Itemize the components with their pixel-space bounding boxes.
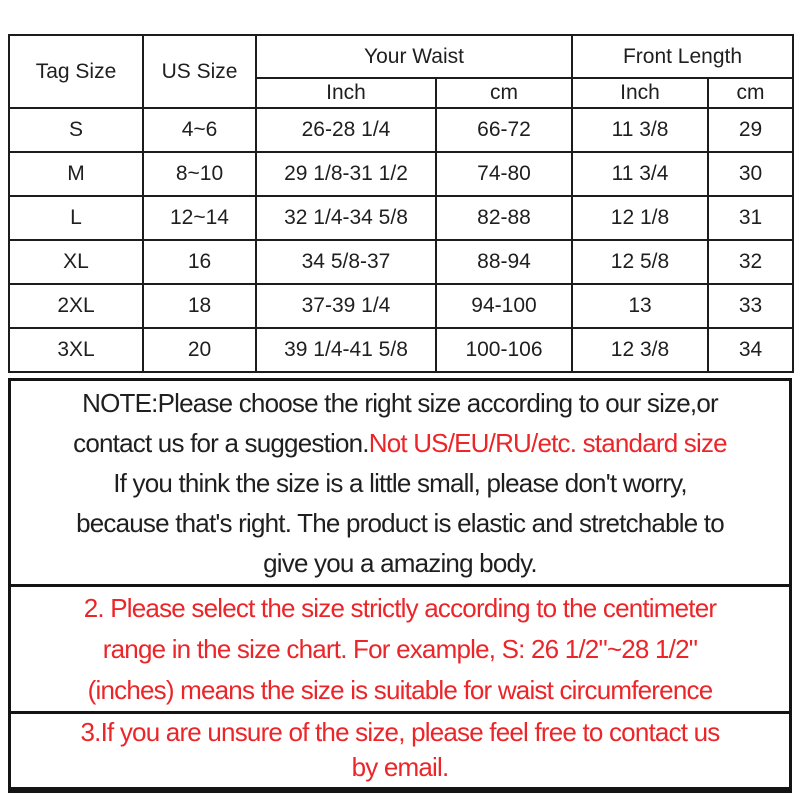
cell-waist-cm: 88-94 [436,240,572,284]
col-header-front-length: Front Length [572,35,793,78]
cell-waist-inch: 26-28 1/4 [256,108,436,152]
note-line: 2. Please select the size strictly according to the centimeter [83,593,717,623]
col-header-front-inch: Inch [572,78,708,108]
col-header-tag-size: Tag Size [9,35,143,108]
cell-front-inch: 12 5/8 [572,240,708,284]
note-text-black: contact us for a suggestion. [73,428,369,458]
cell-tag: L [9,196,143,240]
cell-waist-cm: 74-80 [436,152,572,196]
cell-tag: XL [9,240,143,284]
cell-front-cm: 33 [708,284,793,328]
note-text-black: because that's right. The product is elastic and stretchable to [76,508,724,538]
cell-front-inch: 13 [572,284,708,328]
cell-us: 20 [143,328,256,372]
cell-tag: 3XL [9,328,143,372]
col-header-your-waist: Your Waist [256,35,572,78]
cell-front-inch: 11 3/8 [572,108,708,152]
cell-waist-inch: 32 1/4-34 5/8 [256,196,436,240]
note-line: 3.If you are unsure of the size, please feel free to contact us [80,717,720,747]
size-table [8,34,794,373]
note-text-red: Not US/EU/RU/etc. standard size [368,428,727,458]
note-centimeter-range [8,584,792,714]
cell-waist-cm: 82-88 [436,196,572,240]
cell-front-cm: 32 [708,240,793,284]
note-contact-email [8,711,792,793]
table-row-s [9,108,793,152]
note-line: range in the size chart. For example, S: 26 1/2"~28 1/2" [102,634,698,664]
cell-waist-cm: 100-106 [436,328,572,372]
table-row-2xl [9,284,793,328]
cell-front-inch: 12 1/8 [572,196,708,240]
cell-us: 4~6 [143,108,256,152]
col-header-front-cm: cm [708,78,793,108]
cell-waist-inch: 37-39 1/4 [256,284,436,328]
cell-waist-inch: 29 1/8-31 1/2 [256,152,436,196]
cell-waist-cm: 66-72 [436,108,572,152]
note-text-black: If you think the size is a little small, please don't worry, [113,468,687,498]
cell-waist-inch: 34 5/8-37 [256,240,436,284]
cell-front-inch: 11 3/4 [572,152,708,196]
note-line: by email. [351,752,449,782]
table-row-m [9,152,793,196]
size-chart-sheet [8,34,792,793]
cell-front-inch: 12 3/8 [572,328,708,372]
cell-front-cm: 34 [708,328,793,372]
cell-waist-cm: 94-100 [436,284,572,328]
note-text-black: give you a amazing body. [263,548,537,578]
col-header-waist-inch: Inch [256,78,436,108]
cell-us: 16 [143,240,256,284]
note-line: (inches) means the size is suitable for waist circumference [87,675,713,705]
cell-front-cm: 30 [708,152,793,196]
col-header-us-size: US Size [143,35,256,108]
cell-tag: M [9,152,143,196]
table-row-xl [9,240,793,284]
note-line [11,543,789,583]
cell-tag: 2XL [9,284,143,328]
table-row-3xl [9,328,793,372]
note-line [11,423,789,463]
table-row-l [9,196,793,240]
note-line [11,503,789,543]
cell-waist-inch: 39 1/4-41 5/8 [256,328,436,372]
note-line [11,383,789,423]
note-line [11,463,789,503]
note-sizing-advice [8,378,792,587]
cell-tag: S [9,108,143,152]
note-text-black: NOTE:Please choose the right size according to our size,or [82,388,718,418]
cell-us: 8~10 [143,152,256,196]
cell-us: 18 [143,284,256,328]
cell-front-cm: 29 [708,108,793,152]
header-row-top [9,35,793,78]
cell-us: 12~14 [143,196,256,240]
cell-front-cm: 31 [708,196,793,240]
col-header-waist-cm: cm [436,78,572,108]
